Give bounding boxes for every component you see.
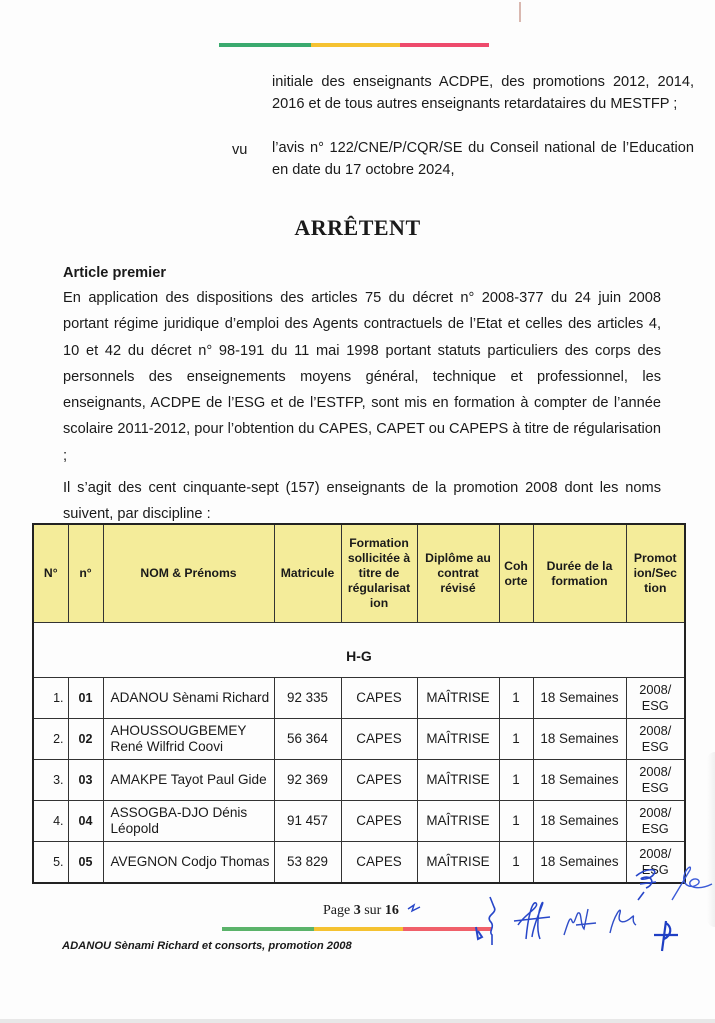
- cell-name: ADANOU Sènami Richard: [103, 678, 274, 719]
- col-header-duree: Durée de la formation: [533, 524, 626, 623]
- cell-diplome: MAÎTRISE: [417, 801, 499, 842]
- cell-cohorte: 1: [499, 678, 533, 719]
- vu-label: vu: [232, 142, 248, 158]
- cell-matricule: 91 457: [274, 801, 341, 842]
- cell-promotion: 2008/ ESG: [626, 760, 685, 801]
- col-header-diplome: Diplôme au contrat révisé: [417, 524, 499, 623]
- cell-duree: 18 Semaines: [533, 678, 626, 719]
- section-label: H-G: [33, 623, 685, 678]
- cell-number: 03: [68, 760, 103, 801]
- scan-artifact: [519, 2, 521, 22]
- roster-table: [32, 523, 686, 884]
- cell-formation: CAPES: [341, 842, 417, 884]
- page-edge-shadow: [707, 752, 715, 927]
- table-row: [33, 719, 685, 760]
- cell-diplome: MAÎTRISE: [417, 760, 499, 801]
- table-row: [33, 842, 685, 884]
- cell-matricule: 53 829: [274, 842, 341, 884]
- cell-formation: CAPES: [341, 760, 417, 801]
- cell-promotion: 2008/ ESG: [626, 678, 685, 719]
- cell-number: 02: [68, 719, 103, 760]
- cell-duree: 18 Semaines: [533, 842, 626, 884]
- cell-name: AHOUSSOUGBEMEY René Wilfrid Coovi: [103, 719, 274, 760]
- cell-promotion: 2008/ ESG: [626, 801, 685, 842]
- page-current: 3: [353, 903, 361, 918]
- cell-matricule: 92 369: [274, 760, 341, 801]
- table-row: [33, 801, 685, 842]
- preamble-continued-text: initiale des enseignants ACDPE, des promotions 2012, 2014, 2016 et de tous autres enseignants retardataires du MESTFP ;: [272, 74, 694, 112]
- cell-cohorte: 1: [499, 842, 533, 884]
- article-paragraph-2: Il s’agit des cent cinquante-sept (157) enseignants de la promotion 2008 dont les noms suivent, par discipline :: [63, 480, 661, 523]
- cell-matricule: 56 364: [274, 719, 341, 760]
- article-paragraph-1: En application des dispositions des articles 75 du décret n° 2008-377 du 24 juin 2008 portant régime juridique d’emploi des Agents contractuels de l’Etat et celles des articles 4, 10 et 42 du décret n° 98-191 du 11 mai 1998 portant statuts particuliers des corps des personnels des enseignements moyens général, technique et professionnel, les enseignants, ACDPE de l’ESG et de l’ESTFP, sont mis en formation à compter de l’année scolaire 2011-2012, pour l’obtention du CAPES, CAPET ou CAPEPS à titre de régularisation ;: [63, 290, 661, 464]
- col-header-promotion: Promot ion/Sec tion: [626, 524, 685, 623]
- flag-yellow: [311, 43, 400, 47]
- col-header-name: NOM & Prénoms: [103, 524, 274, 623]
- cell-index: 1.: [33, 678, 68, 719]
- header-flag-bar: [219, 43, 489, 47]
- cell-formation: CAPES: [341, 678, 417, 719]
- article-heading: Article premier: [63, 265, 167, 281]
- page-title: ARRÊTENT: [294, 215, 421, 240]
- cell-number: 05: [68, 842, 103, 884]
- flag-green: [219, 43, 311, 47]
- cell-diplome: MAÎTRISE: [417, 719, 499, 760]
- cell-duree: 18 Semaines: [533, 719, 626, 760]
- page-of: sur: [364, 903, 382, 918]
- page-total: 16: [384, 903, 399, 918]
- table-row: [33, 678, 685, 719]
- col-header-number: n°: [68, 524, 103, 623]
- cell-formation: CAPES: [341, 801, 417, 842]
- cell-diplome: MAÎTRISE: [417, 842, 499, 884]
- col-header-matricule: Matricule: [274, 524, 341, 623]
- cell-promotion: 2008/ ESG: [626, 719, 685, 760]
- flag-yellow: [314, 927, 403, 931]
- cell-duree: 18 Semaines: [533, 801, 626, 842]
- footer-note: ADANOU Sènami Richard et consorts, promotion 2008: [62, 940, 352, 952]
- signature-paraphs-icon: [400, 895, 700, 955]
- col-header-cohorte: Coh orte: [499, 524, 533, 623]
- section-row: [33, 623, 685, 678]
- vu-text: l’avis n° 122/CNE/P/CQR/SE du Conseil national de l’Education en date du 17 octobre 2024,: [272, 140, 694, 178]
- cell-formation: CAPES: [341, 719, 417, 760]
- cell-name: AMAKPE Tayot Paul Gide: [103, 760, 274, 801]
- article-body: [63, 285, 661, 534]
- table-header-row: [33, 524, 685, 623]
- cell-number: 04: [68, 801, 103, 842]
- page-number: [323, 903, 399, 919]
- cell-duree: 18 Semaines: [533, 760, 626, 801]
- table-row: [33, 760, 685, 801]
- cell-index: 2.: [33, 719, 68, 760]
- cell-index: 3.: [33, 760, 68, 801]
- cell-promotion: 2008/ ESG: [626, 842, 685, 884]
- cell-name: AVEGNON Codjo Thomas: [103, 842, 274, 884]
- cell-number: 01: [68, 678, 103, 719]
- cell-cohorte: 1: [499, 801, 533, 842]
- col-header-index: N°: [33, 524, 68, 623]
- cell-name: ASSOGBA-DJO Dénis Léopold: [103, 801, 274, 842]
- cell-matricule: 92 335: [274, 678, 341, 719]
- cell-diplome: MAÎTRISE: [417, 678, 499, 719]
- flag-red: [400, 43, 489, 47]
- cell-cohorte: 1: [499, 719, 533, 760]
- cell-index: 4.: [33, 801, 68, 842]
- flag-green: [222, 927, 314, 931]
- cell-index: 5.: [33, 842, 68, 884]
- cell-cohorte: 1: [499, 760, 533, 801]
- page-bottom-edge: [0, 1019, 715, 1023]
- col-header-formation: Formation sollicitée à titre de régularisat ion: [341, 524, 417, 623]
- page-word: Page: [323, 903, 351, 918]
